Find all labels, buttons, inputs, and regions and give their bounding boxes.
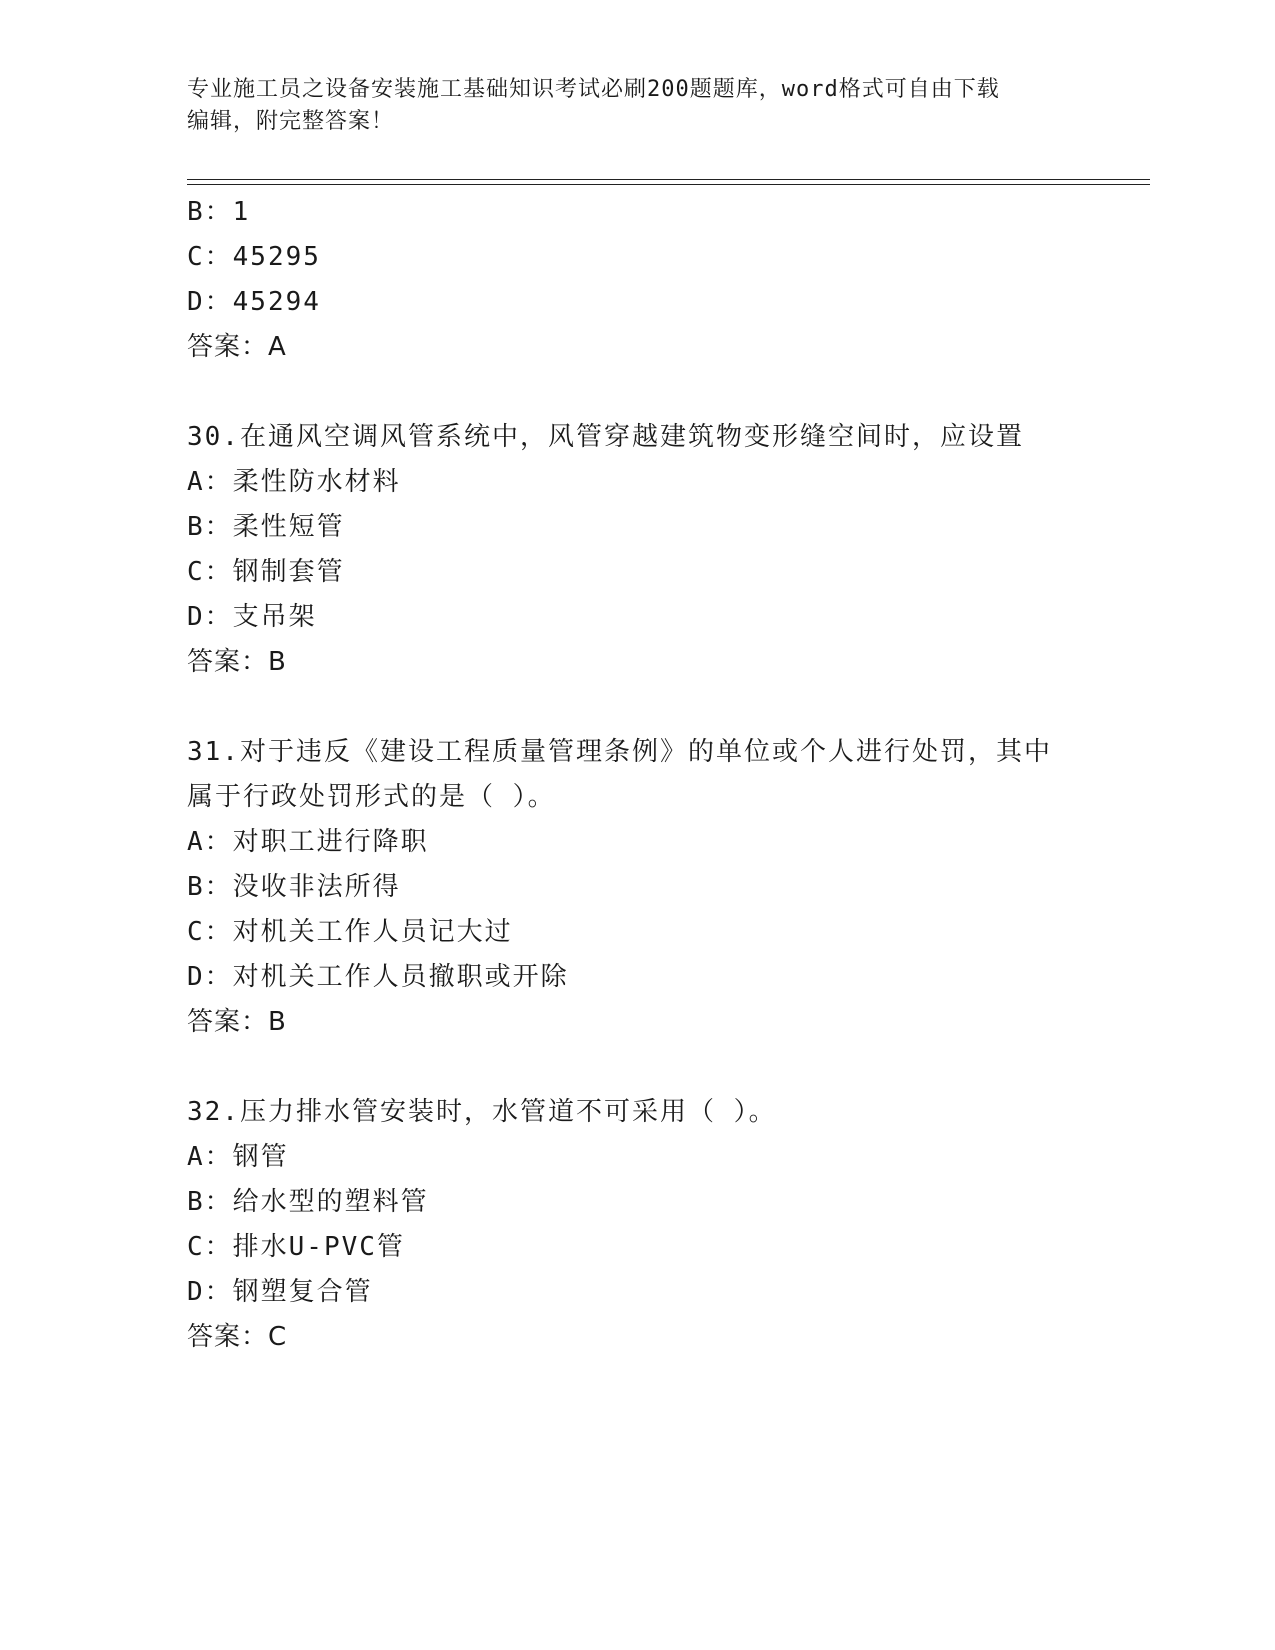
question-title: 30.在通风空调风管系统中，风管穿越建筑物变形缝空间时，应设置 (187, 422, 1024, 452)
option-a: A：柔性防水材料 (187, 467, 401, 497)
spacer (187, 370, 1087, 415)
answer-line: 答案：B (187, 647, 287, 677)
option-d: D：支吊架 (187, 602, 317, 632)
option-b: B：给水型的塑料管 (187, 1187, 429, 1217)
option-b: B：没收非法所得 (187, 872, 401, 902)
answer-line: 答案：C (187, 1322, 288, 1352)
spacer (187, 1045, 1087, 1090)
option-c: C：对机关工作人员记大过 (187, 917, 513, 947)
answer-line: 答案：B (187, 1007, 287, 1037)
option-d: D：45294 (187, 287, 321, 317)
question-title-line-1: 31.对于违反《建设工程质量管理条例》的单位或个人进行处罚，其中 (187, 737, 1052, 767)
option-a: A：对职工进行降职 (187, 827, 429, 857)
question-title: 32.压力排水管安装时，水管道不可采用（ ）。 (187, 1097, 777, 1127)
option-c: C：钢制套管 (187, 557, 345, 587)
option-c: C：排水U-PVC管 (187, 1232, 405, 1262)
option-d: D：钢塑复合管 (187, 1277, 373, 1307)
option-b: B：柔性短管 (187, 512, 345, 542)
document-header (187, 74, 1087, 138)
spacer (187, 685, 1087, 730)
option-a: A：钢管 (187, 1142, 289, 1172)
question-30 (187, 415, 1087, 685)
header-line-1: 专业施工员之设备安装施工基础知识考试必刷200题题库，word格式可自由下载 (187, 77, 1000, 102)
header-line-2: 编辑，附完整答案！ (187, 109, 395, 134)
option-b: B：1 (187, 197, 251, 227)
option-c: C：45295 (187, 242, 321, 272)
prev-question-tail (187, 190, 1087, 370)
header-divider-bottom (187, 184, 1150, 185)
option-d: D：对机关工作人员撤职或开除 (187, 962, 569, 992)
answer-line: 答案：A (187, 332, 287, 362)
question-content (187, 190, 1087, 1360)
header-divider-top (187, 179, 1150, 180)
question-32 (187, 1090, 1087, 1360)
question-31 (187, 730, 1087, 1045)
question-title-line-2: 属于行政处罚形式的是（ ）。 (187, 782, 556, 812)
